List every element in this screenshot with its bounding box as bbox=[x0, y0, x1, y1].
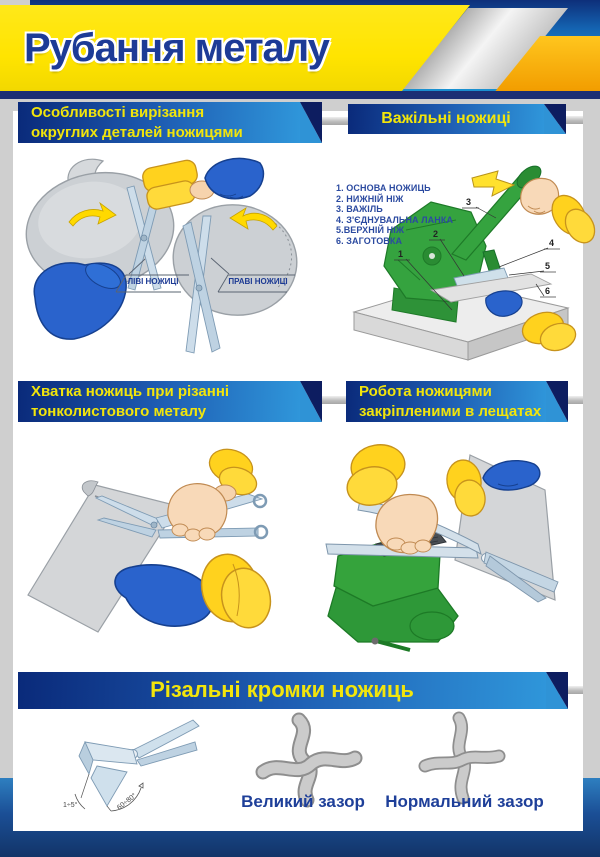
section-title-lever-shears bbox=[348, 104, 544, 134]
normal-gap-caption: Нормальний зазор bbox=[385, 792, 544, 811]
blue-mitt bbox=[115, 565, 213, 626]
angle-label-small: 1÷5° bbox=[63, 802, 78, 809]
page-title: Рубання металу bbox=[24, 26, 329, 70]
round-cutting-illustration bbox=[15, 148, 305, 363]
section-title-line: Робота ножицями bbox=[359, 383, 492, 400]
large-gap-figure bbox=[263, 720, 355, 800]
large-gap-caption: Великий зазор bbox=[241, 792, 365, 811]
section-title-round-cutting bbox=[18, 102, 300, 143]
section-title-line: тонколистового металу bbox=[31, 402, 207, 420]
part-item: 2. НИЖНІЙ НІЖ bbox=[336, 193, 404, 204]
left-scissors-label: ЛІВІ НОЖИЦІ bbox=[127, 277, 179, 286]
callout-number: 3 bbox=[466, 197, 472, 207]
callout-number: 4 bbox=[549, 238, 555, 248]
section-title-line: Хватка ножиць при різанні bbox=[31, 383, 230, 400]
right-scissors-label: ПРАВІ НОЖИЦІ bbox=[228, 277, 288, 286]
part-item: 3. ВАЖІЛЬ bbox=[336, 204, 383, 214]
section-title-line: закріпленими в лещатах bbox=[359, 402, 542, 420]
vise-work-illustration bbox=[318, 436, 583, 656]
section-title-line: Різальні кромки ножиць bbox=[150, 677, 414, 702]
section-title-vise-work bbox=[346, 381, 546, 422]
callout-number: 6 bbox=[545, 286, 551, 296]
angle-label-large: 60÷80° bbox=[116, 792, 138, 812]
section-title-line: Особливості вирізання bbox=[31, 104, 205, 121]
callout-number: 1 bbox=[398, 249, 404, 259]
part-item: 6. ЗАГОТОВКА bbox=[336, 235, 403, 246]
lever-shears-parts-list bbox=[336, 183, 491, 246]
grip-illustration bbox=[18, 436, 293, 656]
callout-number: 2 bbox=[433, 229, 439, 239]
section-title-edges bbox=[18, 672, 546, 709]
header-navy-stripe bbox=[0, 91, 600, 99]
normal-gap-figure bbox=[425, 718, 499, 798]
part-item: 1. ОСНОВА НОЖИЦЬ bbox=[336, 183, 431, 193]
part-item: 5.ВЕРХНІЙ НІЖ bbox=[336, 225, 405, 235]
part-item: 4. З'ЄДНУВАЛЬНА ЛАНКА bbox=[336, 214, 454, 225]
callout-number: 5 bbox=[545, 261, 551, 271]
section-title-line: округлих деталей ножицями bbox=[31, 123, 243, 141]
cutting-edges-illustration bbox=[15, 714, 585, 832]
section-title-line: Важільні ножиці bbox=[381, 110, 511, 127]
blue-glove bbox=[205, 158, 263, 198]
section-title-grip bbox=[18, 381, 300, 422]
